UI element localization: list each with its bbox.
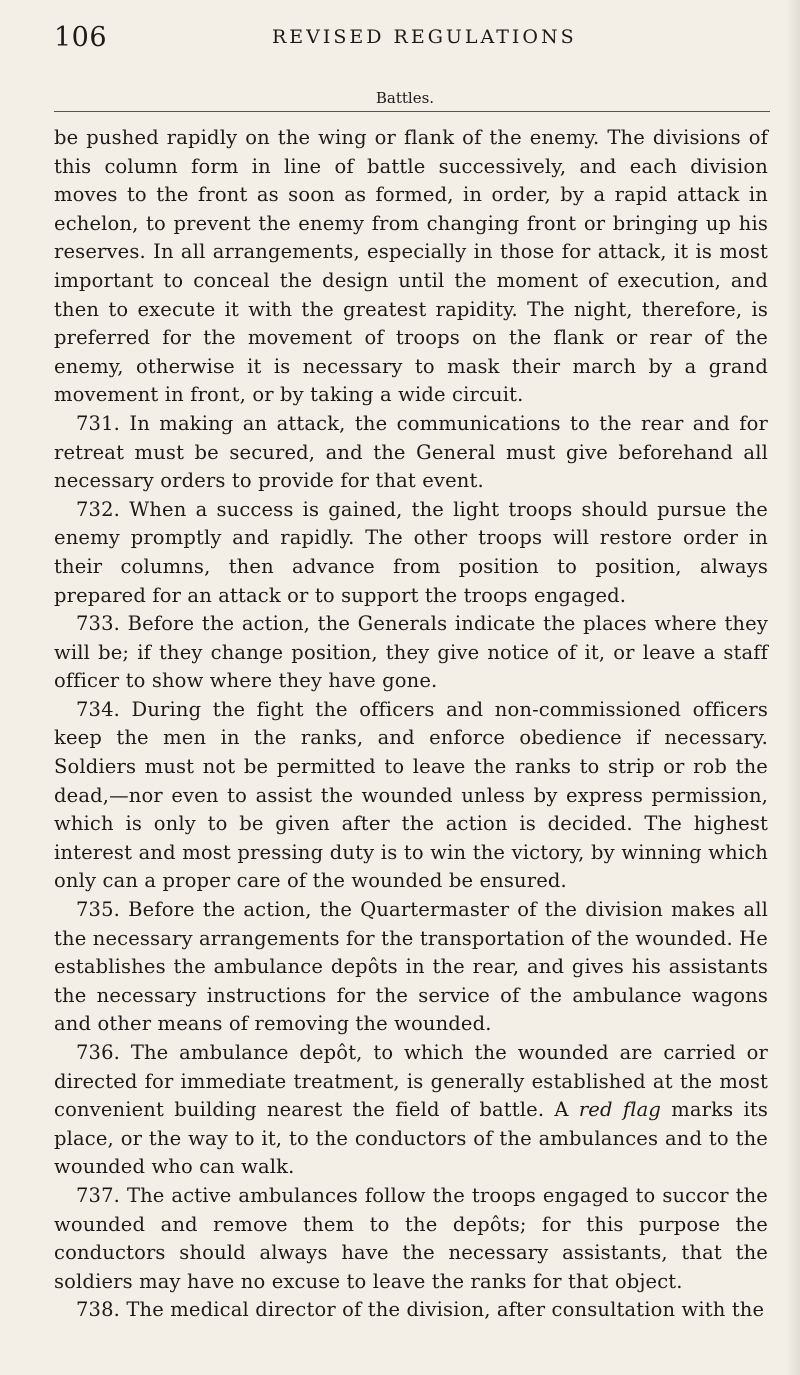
paragraph-735: 735. Before the action, the Quartermaster of the division makes all the necessary arrangements for the transportation of the wounded. He establishes the ambulance depôts in the rear, and gives his assistants the necessary instructions for the service of the ambulance wagons and other means of removing the wounded.: [54, 898, 768, 1036]
paragraph-736-end: marks its place, or the way to it, to the conductors of the ambulances and to the wounded who can walk.: [54, 1098, 768, 1179]
paragraph-736-start: 736. The ambulance depôt, to which the wounded are carried or directed for immediate treatment, is generally established at the most convenient building nearest the field of battle. A: [54, 1041, 768, 1122]
paragraph-733: 733. Before the action, the Generals indicate the places where they will be; if they change position, they give notice of it, or leave a staff officer to show where they have gone.: [54, 612, 768, 693]
paragraph-738: 738. The medical director of the division, after consultation with the: [76, 1298, 765, 1322]
header-rule: [54, 111, 770, 112]
section-title: Battles.: [375, 89, 435, 107]
paragraph-737: 737. The active ambulances follow the troops engaged to succor the wounded and remove them to the depôts; for this purpose the conductors should always have the necessary assistants, that the soldiers may have no excuse to leave the ranks for that object.: [54, 1183, 768, 1293]
paragraph-continuation: be pushed rapidly on the wing or flank of the enemy. The divisions of this column form in line of battle successively, and each division moves to the front as soon as formed, in order, by a rapid attack in echelon, to prevent the enemy from changing front or bringing up his reserves. In all arrangements, especially in those for attack, it is most important to conceal the design until the moment of execution, and then to execute it with the greatest rapidity. The night, therefore, is preferred for the movement of troops on the flank or rear of the enemy, otherwise it is necessary to mask their march by a grand movement in front, or by taking a wide circuit.: [54, 126, 768, 407]
page-edge-shadow: [786, 0, 800, 1375]
page-header: [54, 22, 760, 53]
paragraph-731: 731. In making an attack, the communications to the rear and for retreat must be secured, and the General must give beforehand all necessary orders to provide for that event.: [54, 411, 768, 493]
paragraph-734: 734. During the fight the officers and non-commissioned officers keep the men in the ranks, and enforce obedience if necessary. Soldiers must not be permitted to leave the ranks to strip or rob the dead,—nor even to assist the wounded unless by express permission, which is only to be given after the action is decided. The highest interest and most pressing duty is to win the victory, by winning which only can a proper care of the wounded be ensured.: [54, 697, 768, 893]
running-title: REVISED REGULATIONS: [272, 26, 577, 48]
red-flag-italic: red flag: [578, 1098, 661, 1122]
paragraph-736: [54, 1039, 768, 1182]
page-number: 106: [54, 22, 108, 53]
body-text: [54, 124, 768, 1325]
section-header: [0, 88, 800, 109]
paragraph-732: 732. When a success is gained, the light troops should pursue the enemy promptly and rapidly. The other troops will restore order in their columns, then advance from position to position, always prepared for an attack or to support the troops engaged.: [54, 497, 768, 607]
